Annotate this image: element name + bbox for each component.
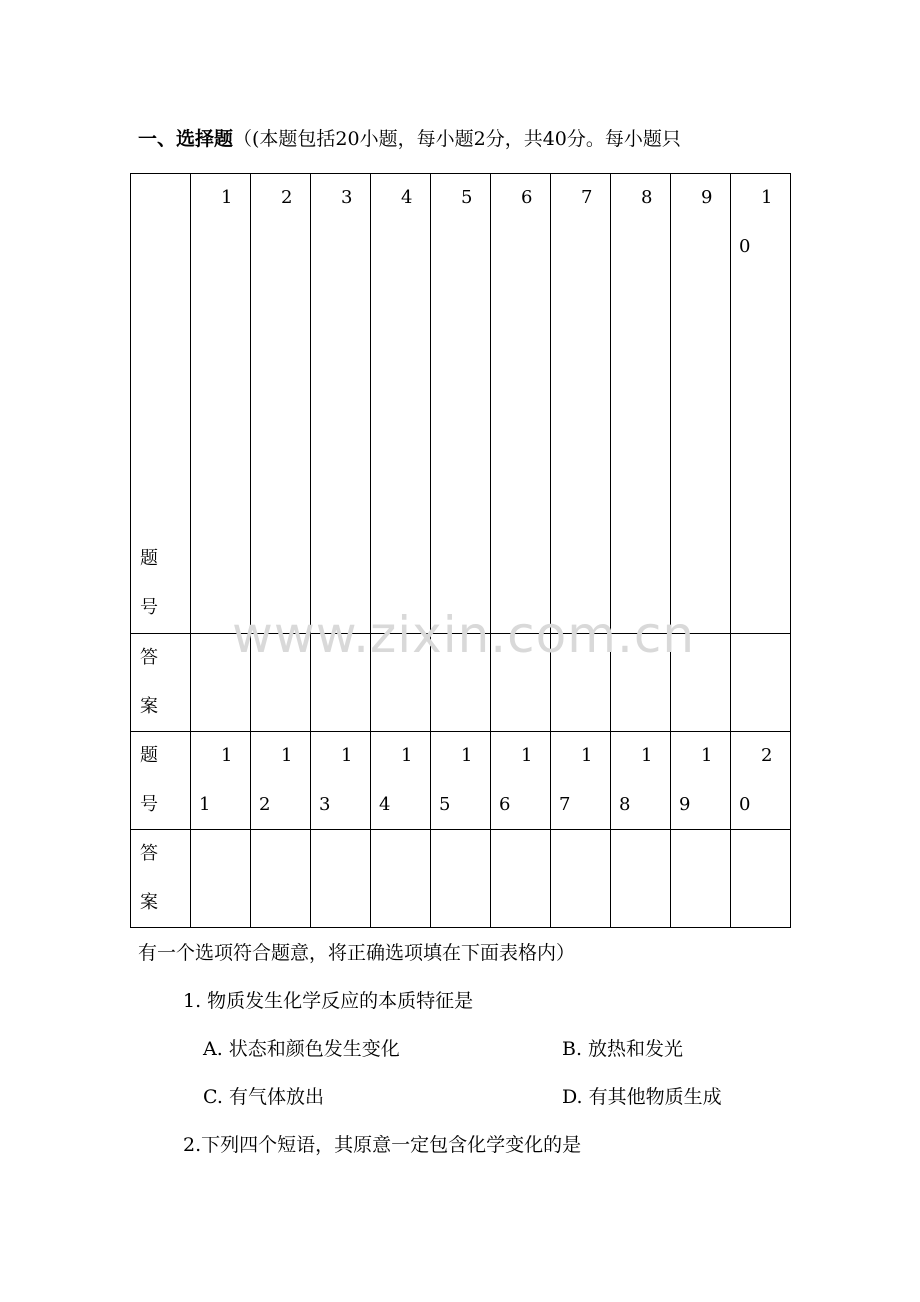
answer-cell[interactable] [431, 830, 491, 928]
number-cell [551, 732, 611, 830]
row-label-char: 题 [140, 745, 158, 766]
number-top: 8 [641, 187, 653, 208]
row-label-char: 案 [140, 696, 158, 717]
number-bottom: 4 [379, 794, 391, 815]
number-top: 1 [341, 745, 353, 766]
number-top: 1 [221, 745, 233, 766]
answer-cell[interactable] [731, 830, 791, 928]
row-label-cell [131, 732, 191, 830]
number-top: 1 [761, 187, 773, 208]
instructions-continuation: 有一个选项符合题意，将正确选项填在下面表格内） [138, 942, 576, 964]
answer-table [130, 173, 791, 928]
number-bottom: 7 [559, 794, 571, 815]
number-cell [431, 174, 491, 634]
number-cell [371, 732, 431, 830]
number-top: 1 [221, 187, 233, 208]
number-row-2 [131, 732, 791, 830]
number-cell [671, 732, 731, 830]
answer-cell[interactable] [551, 830, 611, 928]
row-label-char: 号 [140, 597, 158, 618]
number-top: 1 [701, 745, 713, 766]
number-cell [311, 174, 371, 634]
row-label-char: 号 [140, 794, 158, 815]
answer-cell[interactable] [491, 830, 551, 928]
answer-cell[interactable] [251, 830, 311, 928]
number-bottom: 3 [319, 794, 331, 815]
answer-cell[interactable] [371, 830, 431, 928]
number-cell [731, 732, 791, 830]
number-top: 9 [701, 187, 713, 208]
number-bottom: 0 [739, 794, 751, 815]
number-cell [671, 174, 731, 634]
number-top: 2 [281, 187, 293, 208]
section-heading [138, 124, 681, 151]
number-top: 2 [761, 745, 773, 766]
number-top: 6 [521, 187, 533, 208]
number-top: 1 [521, 745, 533, 766]
number-cell [191, 732, 251, 830]
number-cell [371, 174, 431, 634]
answer-row-2 [131, 830, 791, 928]
number-cell [491, 174, 551, 634]
section-instructions: （(本题包括20小题，每小题2分，共40分。每小题只 [233, 128, 681, 150]
question-2-stem: 2.下列四个短语，其原意一定包含化学变化的是 [183, 1134, 582, 1156]
number-row-1 [131, 174, 791, 634]
number-cell [251, 174, 311, 634]
number-cell [311, 732, 371, 830]
row-label-cell [131, 174, 191, 634]
number-bottom: 1 [199, 794, 211, 815]
number-cell [431, 732, 491, 830]
question-1-option-b[interactable]: B. 放热和发光 [562, 1038, 684, 1060]
question-1-option-c[interactable]: C. 有气体放出 [203, 1086, 324, 1108]
number-cell [251, 732, 311, 830]
answer-cell[interactable] [731, 634, 791, 732]
number-bottom: 5 [439, 794, 451, 815]
number-top: 1 [641, 745, 653, 766]
number-bottom: 2 [259, 794, 271, 815]
row-label-char: 答 [140, 843, 158, 864]
number-bottom: 9 [679, 794, 691, 815]
section-title: 一、选择题 [138, 128, 234, 150]
number-cell [491, 732, 551, 830]
watermark: www.zixin.com.cn [232, 606, 696, 664]
question-1-option-d[interactable]: D. 有其他物质生成 [562, 1086, 722, 1108]
answer-cell[interactable] [611, 830, 671, 928]
number-top: 3 [341, 187, 353, 208]
number-top: 7 [581, 187, 593, 208]
number-bottom: 6 [499, 794, 511, 815]
number-top: 5 [461, 187, 473, 208]
number-top: 1 [461, 745, 473, 766]
number-top: 1 [401, 745, 413, 766]
number-bottom: 0 [739, 236, 751, 257]
row-label-char: 答 [140, 647, 158, 668]
number-cell [551, 174, 611, 634]
answer-cell[interactable] [671, 830, 731, 928]
number-cell [731, 174, 791, 634]
question-1-stem: 1. 物质发生化学反应的本质特征是 [183, 990, 474, 1012]
row-label-char: 题 [140, 548, 158, 569]
answer-cell[interactable] [191, 830, 251, 928]
number-top: 4 [401, 187, 413, 208]
number-cell [191, 174, 251, 634]
question-1-option-a[interactable]: A. 状态和颜色发生变化 [203, 1038, 400, 1060]
answer-cell[interactable] [311, 830, 371, 928]
number-cell [611, 174, 671, 634]
number-top: 1 [281, 745, 293, 766]
row-label-char: 案 [140, 892, 158, 913]
number-top: 1 [581, 745, 593, 766]
number-bottom: 8 [619, 794, 631, 815]
number-cell [611, 732, 671, 830]
row-label-cell [131, 830, 191, 928]
row-label-cell [131, 634, 191, 732]
